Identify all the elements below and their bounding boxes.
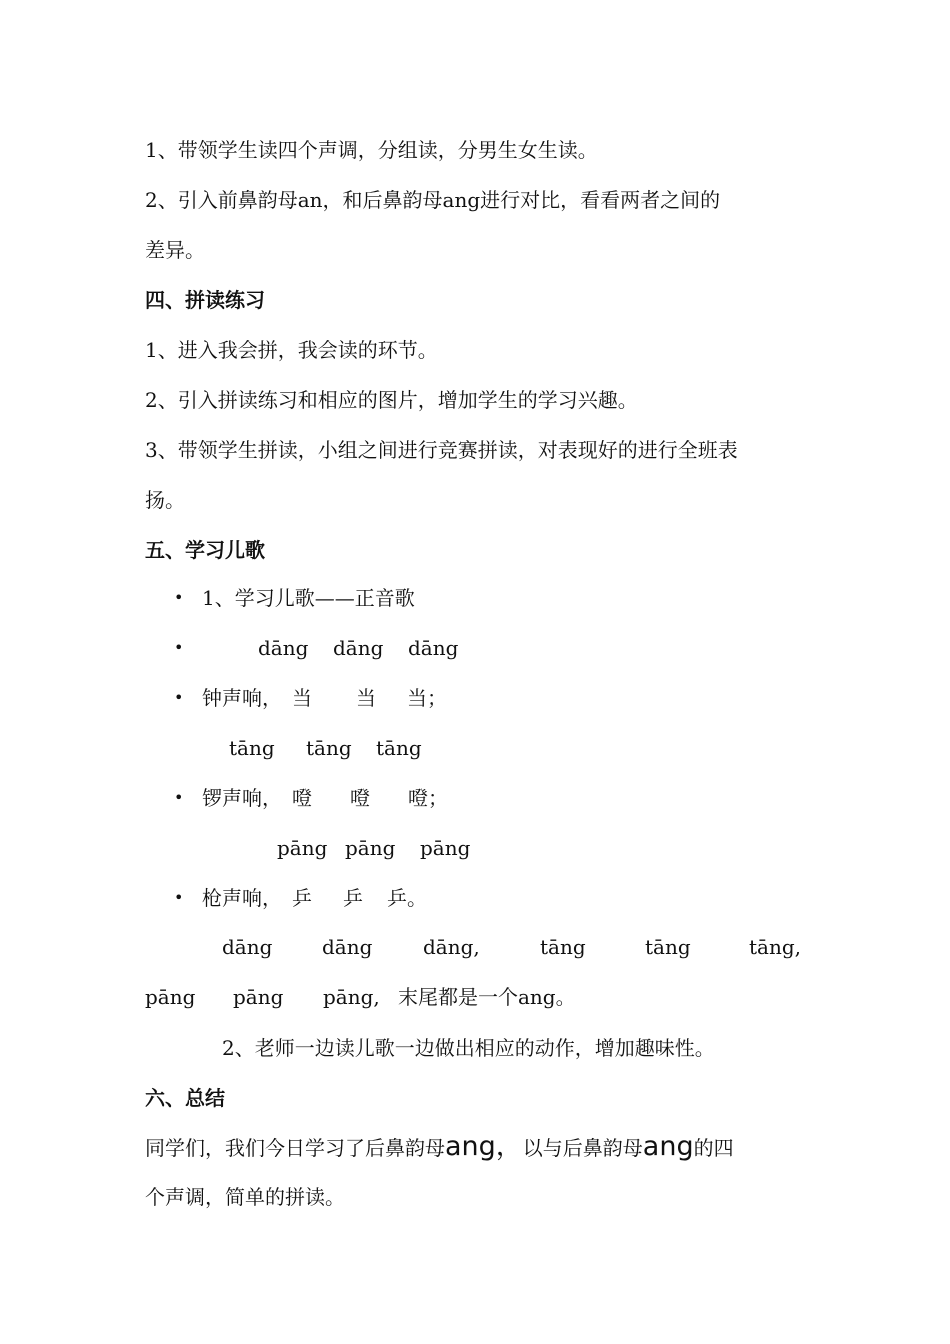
song-title: 1、学习儿歌——正音歌 [202,586,415,610]
verse2-char-2: 噔 [350,786,370,810]
verse1-char-2: 当 [356,686,376,710]
bullet-icon: • [174,888,184,907]
pinyin-tang-1: tāng [229,736,275,760]
pinyin-dang-2: dāng [333,636,384,660]
section6-ang-1: ang， [445,1131,523,1162]
section6-line1-a: 同学们，我们今日学习了后鼻韵母 [145,1136,445,1160]
verse2-char-3: 噔； [408,786,448,810]
section4-item3-line1: 3、带领学生拼读，小组之间进行竞赛拼读，对表现好的进行全班表 [145,438,738,462]
section4-item2: 2、引入拼读练习和相应的图片，增加学生的学习兴趣。 [145,388,638,412]
section6-line2: 个声调，简单的拼读。 [145,1185,345,1209]
bullet-icon: • [174,788,184,807]
summary-pinyin-4: tāng [540,935,586,959]
section6-heading: 六、总结 [145,1086,225,1110]
pinyin-pang-2: pāng [345,836,396,860]
summary-pinyin-6: tāng, [749,935,802,959]
section3-item2-line2: 差异。 [145,238,205,262]
verse2-char-1: 噔 [292,786,312,810]
bullet-icon: • [174,638,184,657]
pinyin-dang-1: dāng [258,636,309,660]
summary-tail: 末尾都是一个ang。 [398,985,576,1009]
pinyin-tang-2: tāng [306,736,352,760]
pinyin-dang-3: dāng [408,636,459,660]
summary-pinyin-9: pāng, [323,985,380,1009]
summary-pinyin-7: pāng [145,985,196,1009]
verse1-char-1: 当 [292,686,312,710]
section6-ang-2: ang [642,1131,694,1162]
section4-item3-line2: 扬。 [145,488,185,512]
bullet-icon: • [174,688,184,707]
verse2-prefix: 锣声响， [202,786,282,810]
verse3-char-1: 乒 [292,886,312,910]
section4-item1: 1、进入我会拼，我会读的环节。 [145,338,438,362]
verse3-prefix: 枪声响， [202,886,282,910]
section3-item2-line1: 2、引入前鼻韵母an，和后鼻韵母ang进行对比，看看两者之间的 [145,188,721,212]
bullet-icon: • [174,588,184,607]
section3-item1: 1、带领学生读四个声调，分组读，分男生女生读。 [145,138,598,162]
verse3-char-3: 乒。 [387,886,427,910]
summary-pinyin-3: dāng, [423,935,480,959]
section6-line1 [145,1133,734,1162]
pinyin-pang-3: pāng [420,836,471,860]
verse1-char-3: 当； [407,686,447,710]
summary-pinyin-2: dāng [322,935,373,959]
section5-heading: 五、学习儿歌 [145,538,265,562]
pinyin-pang-1: pāng [277,836,328,860]
section5-item2: 2、老师一边读儿歌一边做出相应的动作，增加趣味性。 [222,1036,715,1060]
pinyin-tang-3: tāng [376,736,422,760]
verse3-char-2: 乒 [343,886,363,910]
section6-line1-b: 以与后鼻韵母 [522,1136,643,1160]
summary-pinyin-5: tāng [645,935,691,959]
summary-pinyin-8: pāng [233,985,284,1009]
section4-heading: 四、拼读练习 [145,288,265,312]
section6-line1-c: 的四 [693,1136,734,1160]
verse1-prefix: 钟声响， [202,686,282,710]
summary-pinyin-1: dāng [222,935,273,959]
